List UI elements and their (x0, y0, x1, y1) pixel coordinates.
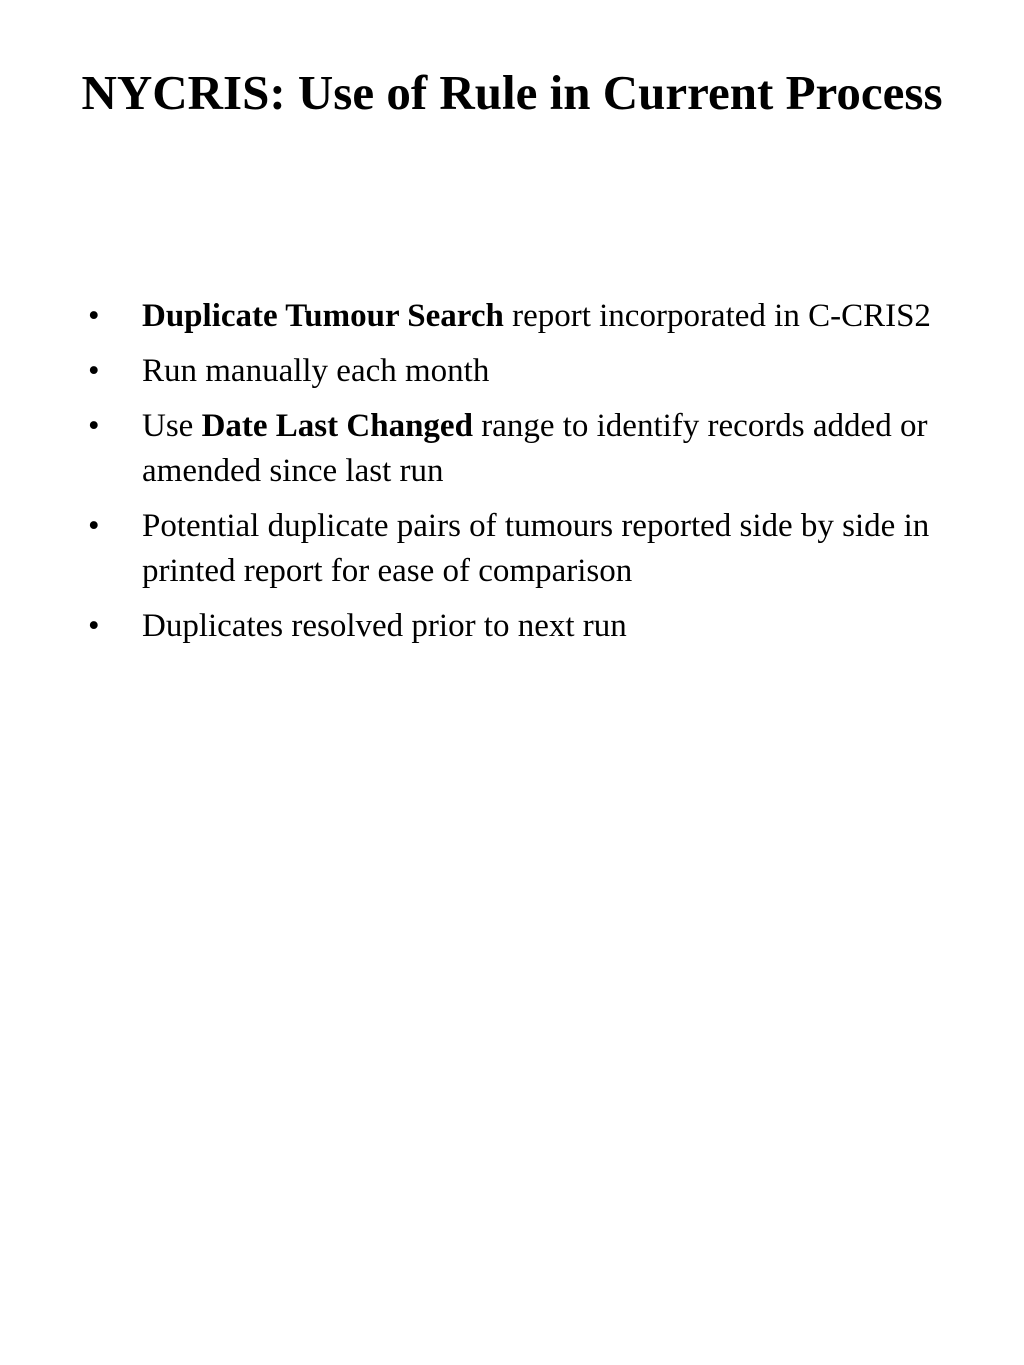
slide-title: NYCRIS: Use of Rule in Current Process (81, 65, 943, 120)
bullet-text: report incorporated in C-CRIS2 (503, 298, 931, 334)
bullet-item (88, 504, 934, 594)
bullet-item (88, 404, 934, 494)
bullet-text: Run manually each month (142, 353, 490, 389)
bullet-icon: • (88, 508, 100, 544)
bullet-icon: • (88, 608, 100, 644)
bullet-list (88, 294, 934, 659)
bullet-icon: • (88, 298, 100, 334)
bullet-prefix-text: Use (142, 408, 202, 444)
bullet-bold-text: Date Last Changed (201, 408, 473, 444)
bullet-icon: • (88, 353, 100, 389)
bullet-item (88, 604, 934, 649)
bullet-icon: • (88, 408, 100, 444)
bullet-item (88, 294, 934, 339)
bullet-item (88, 349, 934, 394)
bullet-text: range to identify records added or amended since last run (142, 408, 928, 489)
bullet-text: Potential duplicate pairs of tumours reported side by side in printed report for ease of comparison (142, 508, 930, 589)
bullet-text: Duplicates resolved prior to next run (142, 608, 627, 644)
bullet-bold-text: Duplicate Tumour Search (142, 298, 504, 334)
